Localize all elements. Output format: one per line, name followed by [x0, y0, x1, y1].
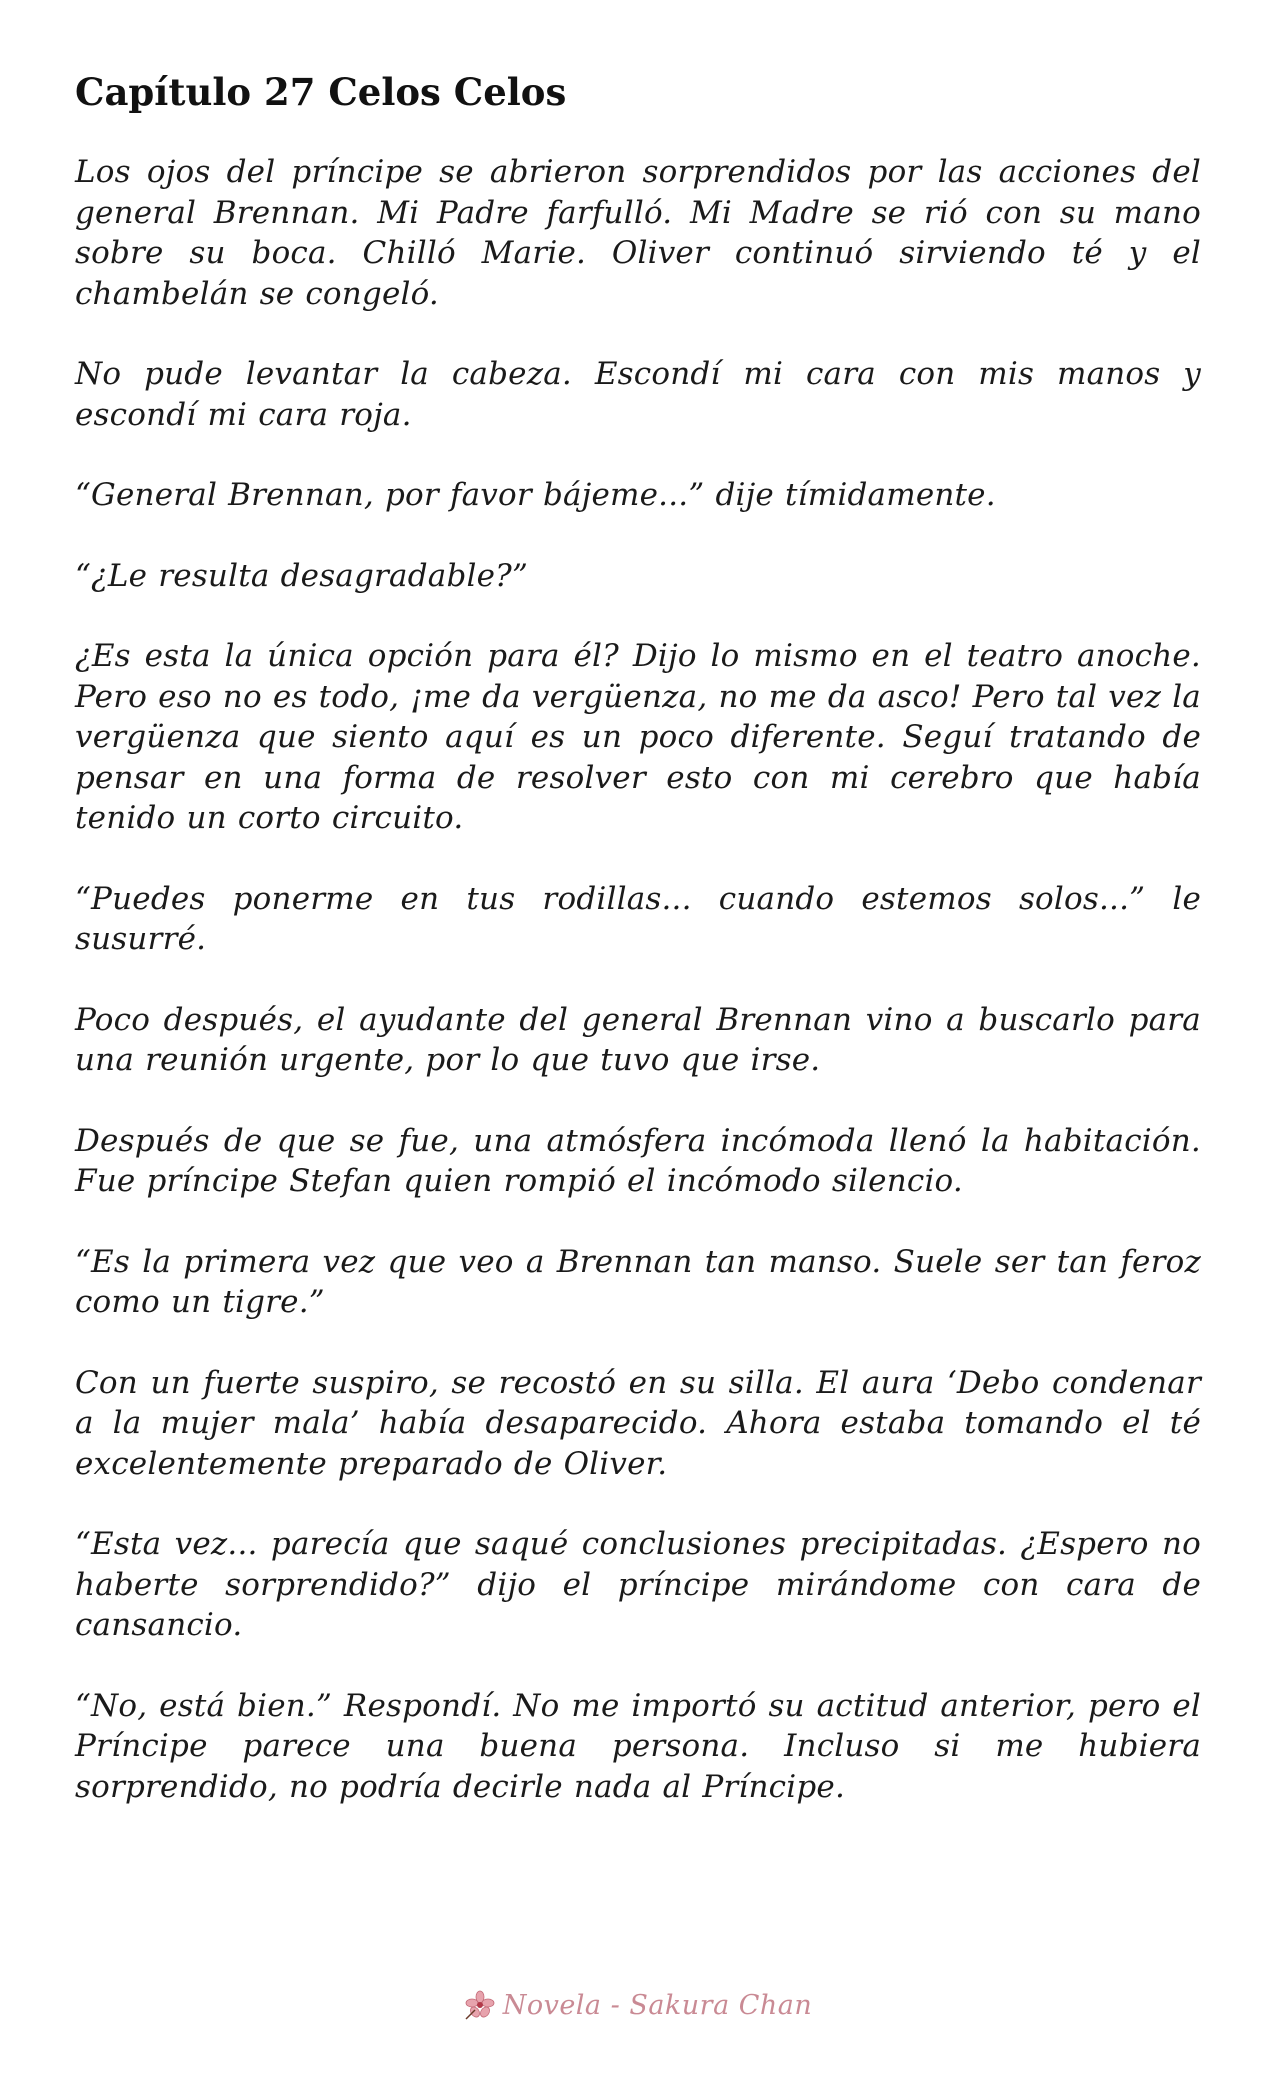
chapter-title: Capítulo 27 Celos Celos: [75, 70, 567, 114]
document-page: [75, 70, 1201, 1847]
paragraph: No pude levantar la cabeza. Escondí mi cara con mis manos y escondí mi cara roja.: [75, 356, 1201, 433]
paragraph: “Puedes ponerme en tus rodillas... cuando estemos solos...” le susurré.: [75, 880, 1201, 958]
watermark-text: Novela - Sakura Chan: [502, 1989, 813, 2021]
paragraph: “¿Le resulta desagradable?”: [75, 557, 529, 594]
paragraph: Poco después, el ayudante del general Brennan vino a buscarlo para una reunión urgente, por lo que tuvo que irse.: [75, 1001, 1201, 1079]
paragraph: “General Brennan, por favor bájeme...” dije tímidamente.: [75, 477, 996, 514]
paragraph: Después de que se fue, una atmósfera incómoda llenó la habitación. Fue príncipe Stefan quien rompió el incómodo silencio.: [75, 1122, 1201, 1200]
paragraph: “Es la primera vez que veo a Brennan tan manso. Suele ser tan feroz como un tigre.”: [75, 1243, 1201, 1321]
paragraph: “No, está bien.” Respondí. No me importó su actitud anterior, pero el Príncipe parece una buena persona. Incluso si me hubiera sorprendido, no podría decirle nada al Príncipe.: [75, 1687, 1201, 1805]
paragraph: ¿Es esta la única opción para él? Dijo lo mismo en el teatro anoche. Pero eso no es todo, ¡me da vergüenza, no me da asco! Pero tal vez la vergüenza que siento aquí es un poco diferente. Seguí tratando de pensar en una forma de resolver esto con mi cerebro que había tenido un corto circuito.: [75, 638, 1201, 837]
paragraph: Los ojos del príncipe se abrieron sorprendidos por las acciones del general Brennan. Mi Padre farfulló. Mi Madre se rió con su mano sobre su boca. Chilló Marie. Oliver continuó sirviendo té y el chambelán se congeló.: [75, 154, 1201, 312]
paragraph: Con un fuerte suspiro, se recostó en su silla. El aura ‘Debo condenar a la mujer mala’ había desaparecido. Ahora estaba tomando el té excelentemente preparado de Oliver.: [75, 1364, 1201, 1482]
watermark-footer: [0, 1988, 1275, 2022]
paragraph: “Esta vez... parecía que saqué conclusiones precipitadas. ¿Espero no haberte sorprendido?” dijo el príncipe mirándome con cara de cansancio.: [75, 1526, 1201, 1644]
sakura-flower-icon: [463, 1988, 497, 2022]
